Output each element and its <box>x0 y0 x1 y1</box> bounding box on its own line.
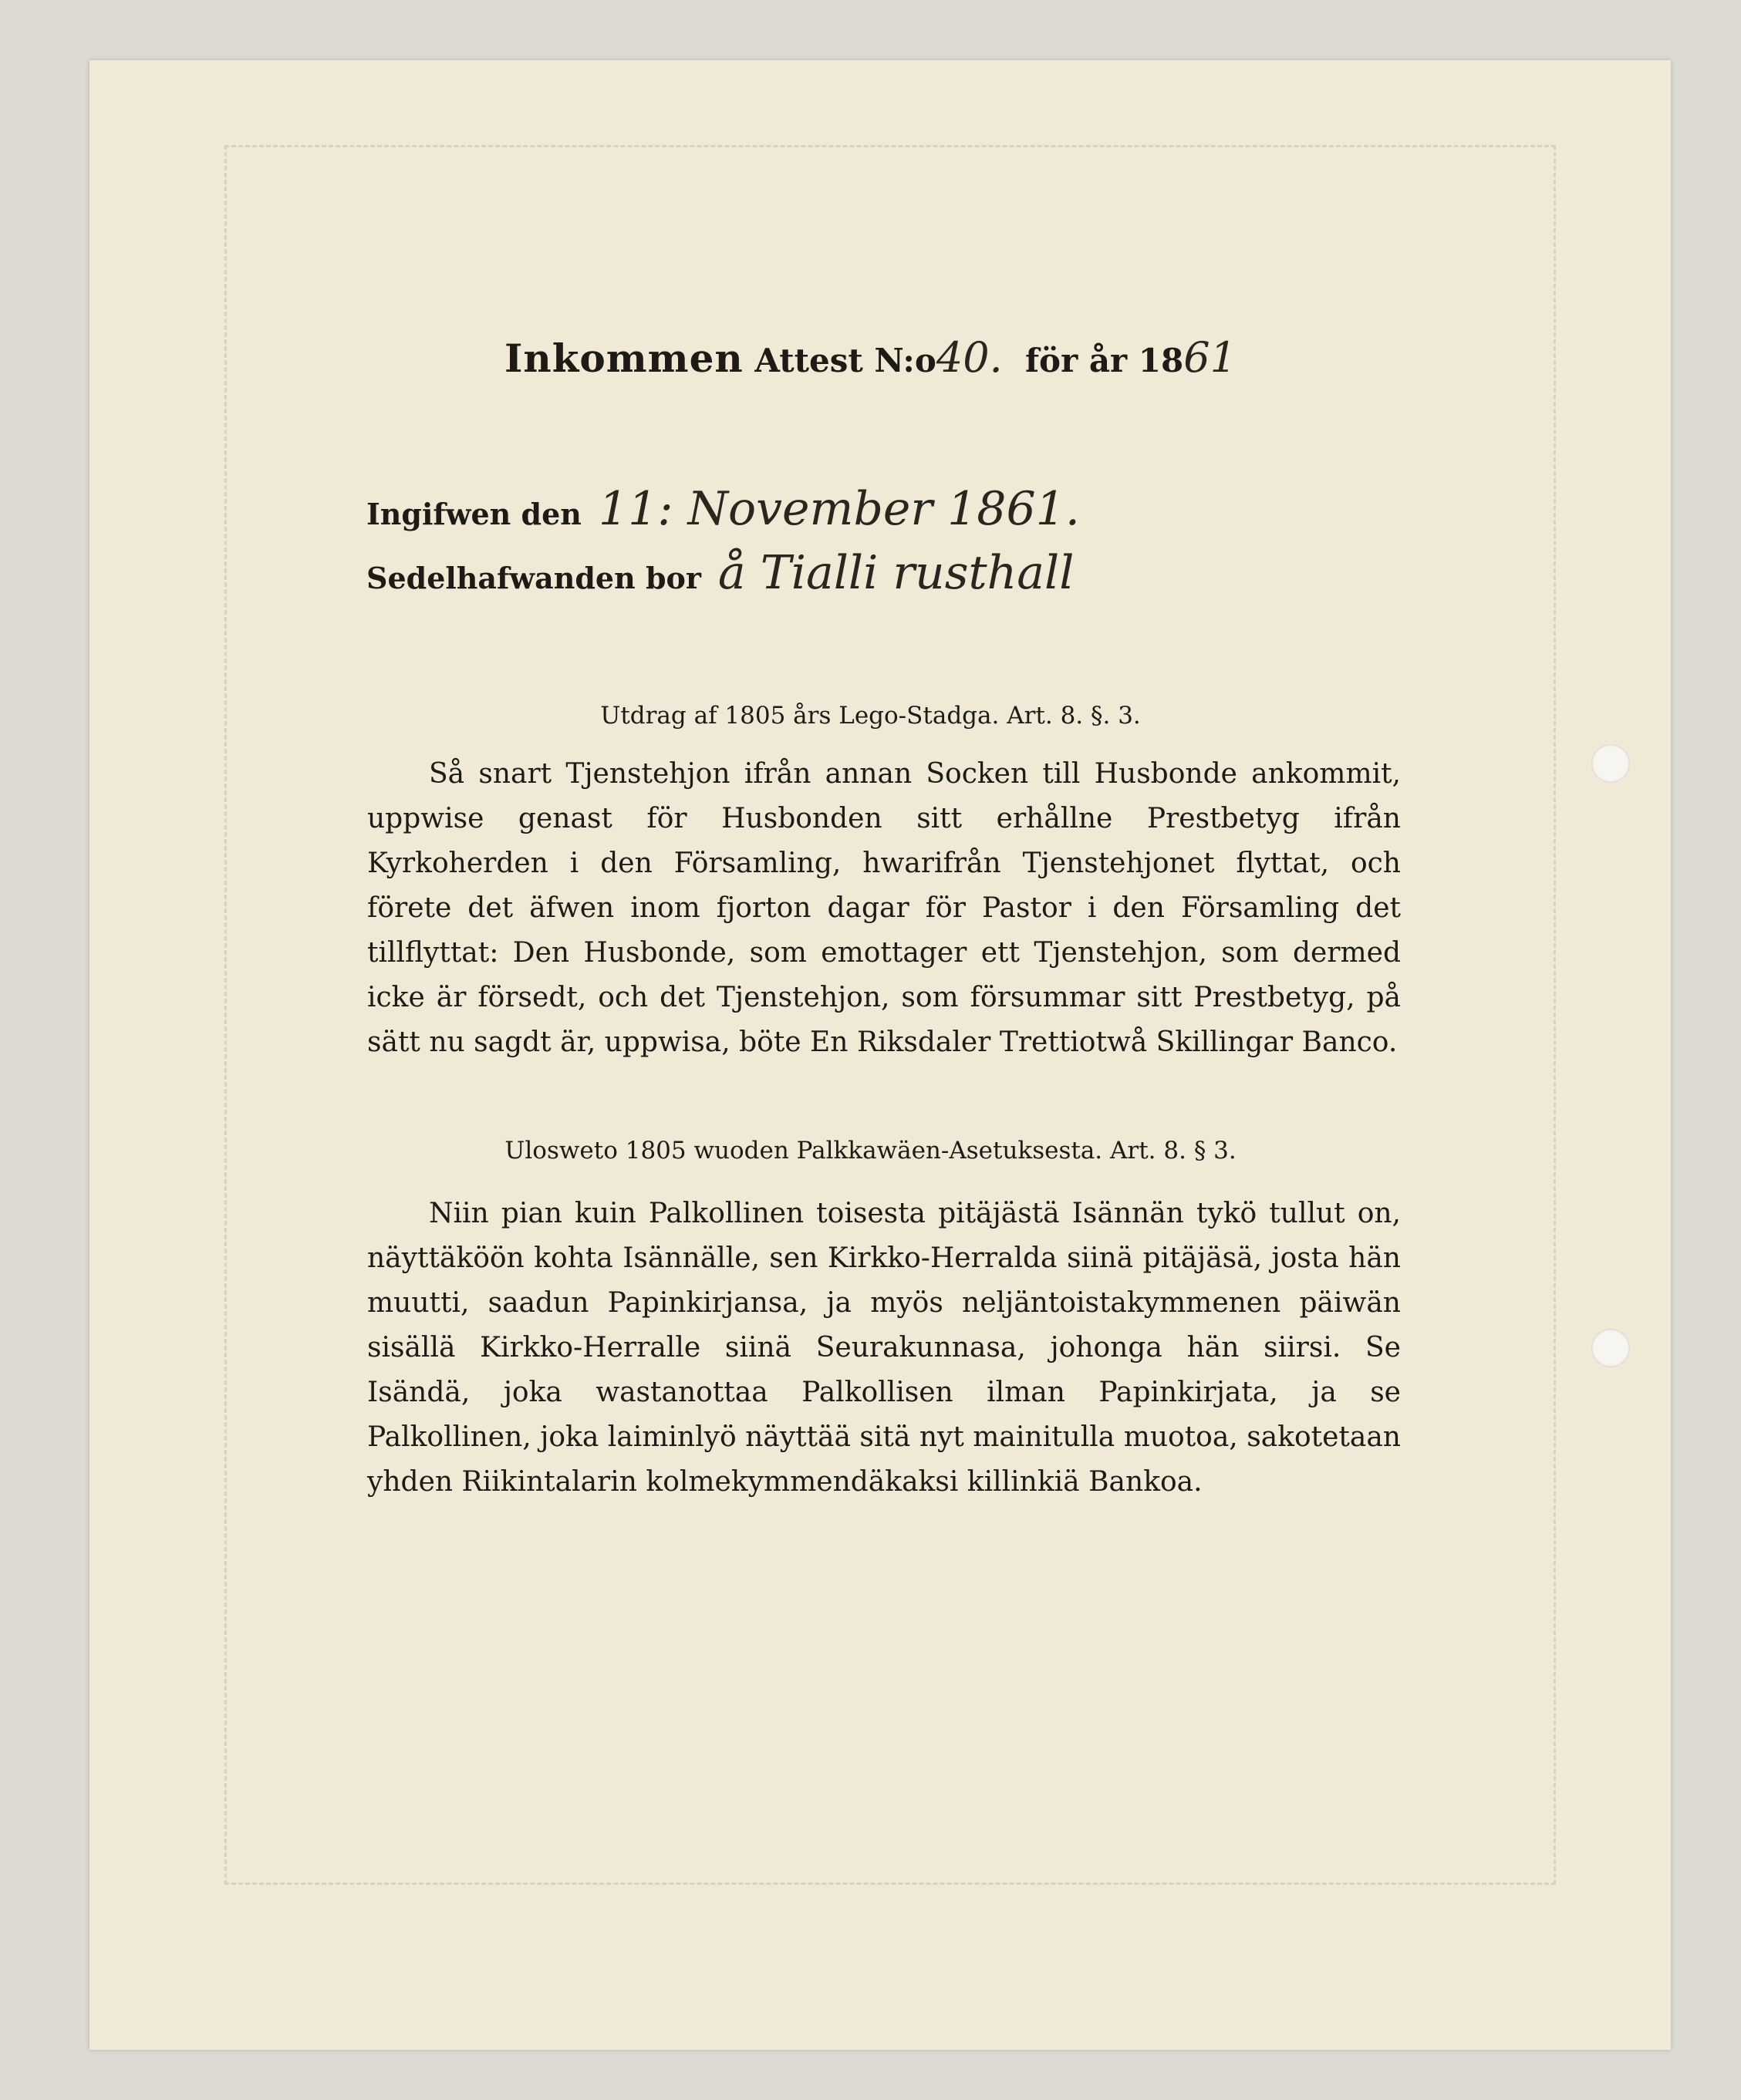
finnish-paragraph: Niin pian kuin Palkollinen toisesta pitäjästä Isännän tykö tullut on, näyttäköön kohta Isännälle, sen Kirkko-Herralda siinä pitäjäsä, josta hän muutti, saadun Papinkirjansa, ja myös neljäntoistakymmenen päiwän sisällä Kirkko-Herralle siinä Seurakunnasa, johonga hän siirsi. Se Isändä, joka wastanottaa Palkollisen ilman Papinkirjata, ja se Palkollinen, joka laiminlyö näyttää sitä nyt mainitulla muotoa, sakotetaan yhden Riikintalarin kolmekymmendäkaksi killinkiä Bankoa. <box>367 1198 1401 1498</box>
finnish-heading: Ulosweto 1805 wuoden Palkkawäen-Asetuksesta. Art. 8. § 3. <box>504 1137 1237 1165</box>
ingifwen-label: Ingifwen den <box>366 497 582 531</box>
page-title <box>0 333 1741 382</box>
attest-number: 40. <box>936 333 1003 382</box>
ingifwen-line <box>366 482 1080 536</box>
sedelhafwanden-line <box>366 546 1074 600</box>
year-suffix: 61 <box>1183 333 1237 382</box>
title-word: Inkommen <box>504 335 744 381</box>
punch-hole-lower <box>1591 1329 1630 1367</box>
sedelhafwanden-label: Sedelhafwanden bor <box>366 561 701 595</box>
sedelhafwanden-value: å Tialli rusthall <box>717 546 1075 600</box>
title-year-label: för år 18 <box>1024 342 1184 379</box>
swedish-heading: Utdrag af 1805 års Lego-Stadga. Art. 8. §. 3. <box>600 702 1141 730</box>
swedish-paragraph: Så snart Tjenstehjon ifrån annan Socken till Husbonde ankommit, uppwise genast för Husbonden sitt erhållne Prestbetyg ifrån Kyrkoherden i den Församling, hwarifrån Tjenstehjonet flyttat, och förete det äfwen inom fjorton dagar för Pastor i den Församling det tillflyttat: Den Husbonde, som emottager ett Tjenstehjon, som dermed icke är försedt, och det Tjenstehjon, som försummar sitt Prestbetyg, på sätt nu sagdt är, uppwisa, böte En Riksdaler Trettiotwå Skillingar Banco. <box>367 758 1401 1058</box>
punch-hole-upper <box>1591 744 1630 783</box>
ingifwen-value: 11: November 1861. <box>598 482 1080 536</box>
title-attest-label: Attest N:o <box>754 342 936 379</box>
